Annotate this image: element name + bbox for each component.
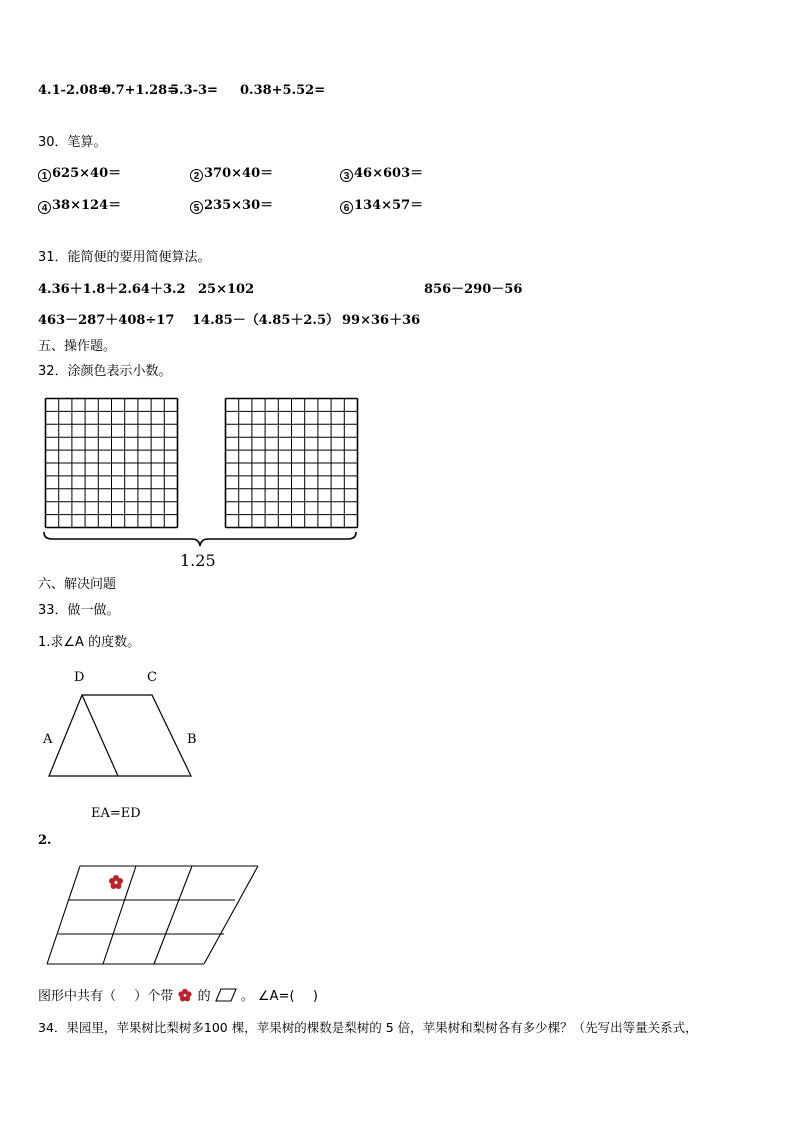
q30-item-4 — [38, 198, 121, 214]
expr: 46×603＝ — [354, 166, 424, 181]
expr: 625×40＝ — [52, 166, 122, 181]
trapezoid-figure — [40, 690, 200, 780]
ea-ed-note: EA=ED — [91, 806, 141, 821]
vertex-label-b: B — [187, 732, 197, 747]
caption-part-e: ) — [312, 989, 318, 1004]
flower-icon — [109, 875, 123, 889]
q31-expr-5: 14.85－（4.85＋2.5） — [192, 313, 339, 328]
q30-title: 30．笔算。 — [38, 135, 107, 150]
curly-brace — [42, 530, 360, 550]
q32-title: 32．涂颜色表示小数。 — [38, 364, 172, 379]
q30-item-5 — [190, 198, 273, 214]
expr: 38×124＝ — [52, 198, 122, 213]
q34-text: 34．果园里，苹果树比梨树多100 棵，苹果树的棵数是梨树的 5 倍，苹果树和梨树各有多少棵？（先写出等量关系式， — [38, 1020, 698, 1035]
q33-title: 33．做一做。 — [38, 603, 120, 618]
section-5-heading: 五、操作题。 — [38, 339, 117, 354]
q30-item-6 — [340, 198, 423, 214]
circled-number: 3 — [340, 169, 353, 182]
q30-item-1 — [38, 166, 121, 182]
brace-value-label: 1.25 — [180, 551, 216, 570]
caption-part-b: ）个带 — [134, 989, 174, 1004]
circled-number: 6 — [340, 201, 353, 214]
q31-title: 31．能简便的要用简便算法。 — [38, 250, 211, 265]
q30-item-2 — [190, 166, 273, 182]
expr: 235×30＝ — [204, 198, 274, 213]
circled-number: 5 — [190, 201, 203, 214]
q33-part1-prompt: 1.求∠A 的度数。 — [38, 635, 141, 650]
q33-part2-label: 2. — [38, 833, 52, 848]
q33-part2-caption — [38, 988, 318, 1005]
flower-icon — [177, 988, 193, 1002]
hundred-grid-right — [225, 398, 358, 528]
parallelogram-grid — [46, 864, 261, 966]
q29-expr-4: 0.38+5.52= — [240, 83, 326, 98]
vertex-label-c: C — [147, 670, 157, 685]
circled-number: 1 — [38, 169, 51, 182]
vertex-label-d: D — [74, 670, 85, 685]
hundred-grid-left — [45, 398, 178, 528]
vertex-label-a: A — [43, 732, 53, 747]
circled-number: 4 — [38, 201, 51, 214]
q31-expr-6: 99×36＋36 — [342, 313, 421, 328]
parallelogram-icon — [215, 988, 237, 1002]
circled-number: 2 — [190, 169, 203, 182]
q29-expr-2: 0.7+1.28= — [102, 83, 179, 98]
q29-expr-1: 4.1-2.08= — [38, 83, 109, 98]
q31-expr-3: 856－290－56 — [424, 282, 523, 297]
q31-expr-4: 463－287＋408÷17 — [38, 313, 175, 328]
section-6-heading: 六、解决问题 — [38, 577, 117, 592]
caption-part-c: 的 — [197, 989, 211, 1004]
caption-part-d: 。 ∠A=( — [240, 989, 295, 1004]
q31-expr-2: 25×102 — [198, 282, 255, 297]
q31-expr-1: 4.36＋1.8＋2.64＋3.2 — [38, 282, 186, 297]
expr: 370×40＝ — [204, 166, 274, 181]
q29-expr-3: 5.3-3= — [170, 83, 218, 98]
expr: 134×57＝ — [354, 198, 424, 213]
q30-item-3 — [340, 166, 423, 182]
caption-part-a: 图形中共有（ — [38, 989, 117, 1004]
